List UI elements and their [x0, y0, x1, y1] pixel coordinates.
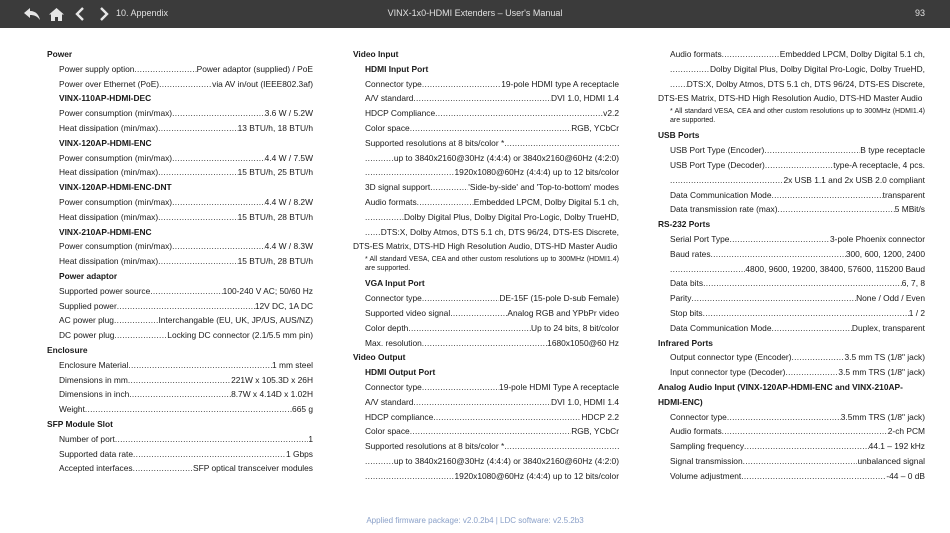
spec-value: 15 BTU/h, 25 BTU/h	[237, 167, 313, 178]
spec-row	[658, 321, 925, 336]
spec-value: 4.4 W / 7.5W	[264, 152, 313, 163]
spec-row	[353, 77, 619, 92]
spec-label: Connector type	[365, 78, 422, 89]
spec-row	[353, 121, 619, 136]
spec-label: Serial Port Type	[670, 233, 730, 244]
dot-leader	[413, 395, 551, 410]
spec-label: Parity	[670, 293, 692, 304]
spec-label: Heat dissipation (min/max)	[59, 122, 159, 133]
spec-value: 19-pole HDMI type A receptacle	[501, 78, 619, 89]
spec-value: Dolby Digital Plus, Dolby Digital Pro-Logic, Dolby TrueHD,	[709, 63, 925, 74]
spec-label: Dimensions in mm	[59, 374, 128, 385]
spec-value: 44.1 – 192 kHz	[868, 441, 925, 452]
dot-leader	[128, 358, 272, 373]
dot-leader	[741, 469, 886, 484]
dot-leader	[365, 165, 455, 180]
spec-label: Power consumption (min/max)	[59, 196, 173, 207]
subsection-heading: VINX-210AP-HDMI-ENC	[59, 226, 152, 237]
dot-leader	[114, 328, 167, 343]
spec-label: Signal transmission	[670, 455, 743, 466]
section-heading: USB Ports	[658, 130, 700, 141]
spec-value: 6, 7, 8	[901, 278, 925, 289]
spec-label: Power consumption (min/max)	[59, 241, 173, 252]
section-name: 10. Appendix	[116, 8, 169, 18]
spec-label: Weight	[59, 404, 85, 415]
spec-label: AC power plug	[59, 315, 114, 326]
dot-leader	[115, 432, 308, 447]
spec-label: Heat dissipation (min/max)	[59, 167, 159, 178]
spec-row	[353, 180, 619, 195]
spec-continuation-row	[658, 262, 925, 277]
spec-row	[47, 402, 313, 417]
spec-row	[353, 136, 619, 151]
dot-leader	[785, 365, 838, 380]
spec-value: 300, 600, 1200, 2400	[845, 248, 925, 259]
spec-value: 4800, 9600, 19200, 38400, 57600, 115200 Baud	[745, 263, 925, 274]
spec-label: Data Communication Mode	[670, 322, 772, 333]
spec-row	[353, 306, 619, 321]
spec-row	[658, 439, 925, 454]
spec-value: 19-pole HDMI Type A receptacle	[499, 381, 619, 392]
dot-leader	[159, 77, 212, 92]
spec-row	[47, 284, 313, 299]
dot-leader	[430, 180, 468, 195]
spec-label: USB Port Type (Encoder)	[670, 145, 765, 156]
spec-value: 3.5mm TRS (1/8" jack)	[840, 411, 925, 422]
spec-row	[658, 232, 925, 247]
section-heading: Analog Audio Input (VINX-120AP-HDMI-ENC and VINX-210AP-HDMI-ENC)	[658, 381, 903, 407]
spec-value: None / Odd / Even	[856, 293, 925, 304]
spec-value: Interchangable (EU, UK, JP/US, AUS/NZ)	[158, 315, 313, 326]
spec-value: up to 3840x2160@30Hz (4:4:4) or 3840x2160@60Hz (4:2:0)	[393, 455, 619, 466]
spec-value: up to 3840x2160@30Hz (4:4:4) or 3840x2160@60Hz (4:2:0)	[393, 152, 619, 163]
spec-value: 1920x1080@60Hz (4:4:4) up to 12 bits/color	[454, 167, 619, 178]
top-bar	[0, 0, 950, 28]
dot-leader	[422, 77, 501, 92]
spec-row	[47, 432, 313, 447]
dot-leader	[711, 247, 846, 262]
spec-value: 1680x1050@60 Hz	[547, 337, 619, 348]
spec-label: Data transmission rate (max)	[670, 204, 778, 215]
dot-leader	[129, 387, 231, 402]
dot-leader	[365, 151, 394, 166]
spec-row	[658, 424, 925, 439]
dot-leader	[365, 454, 394, 469]
spec-continuation-row	[658, 173, 925, 188]
page-number: 93	[914, 8, 925, 18]
spec-row	[47, 121, 313, 136]
spec-row	[353, 321, 619, 336]
spec-value: RGB, YCbCr	[571, 122, 619, 133]
dot-leader	[158, 210, 237, 225]
spec-label: Audio formats	[670, 49, 722, 59]
dot-leader	[158, 165, 237, 180]
section-heading: Video Input	[353, 49, 399, 59]
spec-value: 15 BTU/h, 28 BTU/h	[237, 211, 313, 222]
spec-value: 4.4 W / 8.3W	[264, 241, 313, 252]
footnote: * All standard VESA, CEA and other custom resolutions up to 300MHz (HDMI1.4) are supported.	[670, 108, 925, 124]
spec-continuation-row	[658, 77, 925, 92]
dot-leader	[691, 291, 856, 306]
spec-label: Supplied power	[59, 300, 117, 311]
spec-label: Data Communication Mode	[670, 189, 772, 200]
dot-leader	[703, 276, 902, 291]
spec-row	[47, 358, 313, 373]
spec-label: Color space	[365, 122, 410, 133]
dot-leader	[133, 447, 286, 462]
spec-value: 12V DC, 1A DC	[254, 300, 313, 311]
spec-row	[47, 239, 313, 254]
spec-row	[658, 365, 925, 380]
dot-leader	[744, 439, 869, 454]
spec-value: 13 BTU/h, 18 BTU/h	[237, 122, 313, 133]
spec-row	[658, 410, 925, 425]
spec-value: 15 BTU/h, 28 BTU/h	[237, 256, 313, 267]
spec-value: 1920x1080@60Hz (4:4:4) up to 12 bits/color	[454, 470, 619, 481]
spec-value: Power adaptor (supplied) / PoE	[196, 63, 313, 74]
section-heading: Video Output	[353, 352, 406, 363]
dot-leader	[727, 410, 841, 425]
subsection-heading: VINX-110AP-HDMI-DEC	[59, 93, 152, 104]
spec-value: Embedded LPCM, Dolby Digital 5.1 ch,	[779, 49, 925, 59]
dot-leader	[133, 461, 193, 476]
document-title: VINX-1x0-HDMI Extenders – User's Manual	[387, 8, 563, 18]
dot-leader	[114, 313, 159, 328]
dot-leader	[764, 143, 860, 158]
spec-row	[658, 276, 925, 291]
spec-label: Number of port	[59, 433, 115, 444]
spec-row	[47, 461, 313, 476]
spec-label: Stop bits	[670, 307, 703, 318]
spec-label: Color space	[365, 426, 410, 437]
spec-value: 2-ch PCM	[887, 426, 925, 437]
dot-leader	[128, 373, 231, 388]
spec-row	[47, 254, 313, 269]
dot-leader	[670, 262, 745, 277]
dot-leader	[670, 62, 710, 77]
section-heading: Enclosure	[47, 344, 88, 355]
spec-row	[658, 143, 925, 158]
spec-label: Baud rates	[670, 248, 711, 259]
section-heading: SFP Module Slot	[47, 418, 113, 429]
subsection-heading: VINX-120AP-HDMI-ENC-DNT	[59, 182, 172, 193]
spec-row	[47, 299, 313, 314]
dot-leader	[172, 239, 264, 254]
spec-value: DTS:X, Dolby Atmos, DTS 5.1 ch, DTS 96/24, DTS-ES Discrete,	[686, 78, 925, 89]
spec-value: 3.5 mm TRS (1/8" jack)	[838, 367, 925, 378]
spec-label: Supported resolutions at 8 bits/color *	[365, 137, 505, 148]
spec-label: USB Port Type (Decoder)	[670, 159, 765, 170]
spec-continuation-row	[353, 469, 619, 484]
spec-value: RGB, YCbCr	[571, 426, 619, 437]
spec-row	[658, 350, 925, 365]
spec-row	[353, 291, 619, 306]
spec-continuation-row	[353, 210, 619, 225]
spec-label: Volume adjustment	[670, 470, 742, 481]
spec-row	[658, 469, 925, 484]
spec-label: Supported data rate	[59, 448, 134, 459]
spec-value: 100-240 V AC; 50/60 Hz	[222, 285, 313, 296]
spec-label: 3D signal support	[365, 182, 431, 193]
spec-value: DVI 1.0, HDMI 1.4	[551, 93, 619, 104]
section-heading: Infrared Ports	[658, 337, 713, 348]
spec-label: Connector type	[670, 411, 727, 422]
dot-leader	[422, 336, 547, 351]
dot-leader	[85, 402, 292, 417]
spec-row	[47, 210, 313, 225]
dot-leader	[134, 62, 196, 77]
spec-row	[47, 151, 313, 166]
spec-label: A/V standard	[365, 93, 414, 104]
spec-value: 3.6 W / 5.2W	[264, 108, 313, 119]
spec-row	[47, 373, 313, 388]
spec-row	[658, 188, 925, 203]
dot-leader	[172, 151, 264, 166]
spec-continuation-row	[353, 151, 619, 166]
spec-value: Analog RGB and YPbPr video	[507, 307, 619, 318]
spec-row	[353, 395, 619, 410]
spec-row	[658, 202, 925, 217]
dot-leader	[504, 136, 619, 151]
dot-leader	[765, 158, 833, 173]
spec-value: 3.5 mm TS (1/8" jack)	[844, 352, 925, 363]
spec-value: Dolby Digital Plus, Dolby Digital Pro-Logic, Dolby TrueHD,	[403, 211, 619, 222]
spec-column-3	[658, 47, 925, 484]
dot-leader	[771, 188, 882, 203]
dot-leader	[408, 321, 531, 336]
subsection-heading: VGA Input Port	[365, 278, 425, 289]
spec-value: DVI 1.0, HDMI 1.4	[551, 396, 619, 407]
spec-row	[353, 91, 619, 106]
spec-row	[47, 165, 313, 180]
spec-row	[353, 439, 619, 454]
dot-leader	[771, 321, 851, 336]
spec-row	[658, 47, 925, 62]
spec-value: 1 Gbps	[285, 448, 313, 459]
spec-row	[47, 106, 313, 121]
dot-leader	[504, 439, 619, 454]
dot-leader	[158, 121, 237, 136]
spec-value: DE-15F (15-pole D-sub Female)	[499, 293, 619, 304]
spec-value: 8.7W x 4.14D x 1.02H	[231, 389, 313, 400]
section-heading: Power	[47, 49, 73, 59]
section-heading: RS-232 Ports	[658, 219, 711, 230]
dot-leader	[670, 77, 687, 92]
spec-label: Dimensions in inch	[59, 389, 130, 400]
spec-label: Data bits	[670, 278, 704, 289]
spec-row	[47, 313, 313, 328]
dot-leader	[743, 454, 858, 469]
spec-value: HDCP 2.2	[581, 411, 619, 422]
spec-value: Embedded LPCM, Dolby Digital 5.1 ch,	[473, 196, 619, 207]
spec-row	[658, 158, 925, 173]
spec-value: -44 – 0 dB	[886, 470, 925, 481]
spec-row	[47, 387, 313, 402]
dot-leader	[703, 306, 909, 321]
subsection-heading: Power adaptor	[59, 270, 118, 281]
spec-value: 2x USB 1.1 and 2x USB 2.0 compliant	[783, 174, 925, 185]
spec-row	[658, 454, 925, 469]
spec-row	[658, 291, 925, 306]
dot-leader	[670, 173, 783, 188]
spec-label: Power over Ethernet (PoE)	[59, 78, 160, 89]
spec-value: transparent	[882, 189, 925, 200]
dot-leader	[729, 232, 830, 247]
spec-value: 1 mm steel	[272, 359, 313, 370]
spec-label: Connector type	[365, 381, 422, 392]
dot-leader	[158, 254, 237, 269]
spec-label: Output connector type (Encoder)	[670, 352, 792, 363]
spec-row	[47, 328, 313, 343]
spec-column-2	[353, 47, 619, 484]
dot-leader	[722, 47, 780, 62]
spec-value: v2.2	[603, 108, 619, 119]
spec-value: 3-pole Phoenix connector	[830, 233, 925, 244]
spec-row	[47, 77, 313, 92]
spec-row	[47, 447, 313, 462]
spec-label: Connector type	[365, 293, 422, 304]
spec-continuation-row	[353, 165, 619, 180]
dot-leader	[172, 106, 264, 121]
spec-label: A/V standard	[365, 396, 414, 407]
spec-value: 5 MBit/s	[894, 204, 925, 215]
dot-leader	[365, 210, 404, 225]
spec-row	[353, 380, 619, 395]
spec-value: 1 / 2	[908, 307, 925, 318]
spec-label: Audio formats	[670, 426, 722, 437]
spec-value: 'Side-by-side' and 'Top-to-bottom' modes	[468, 182, 619, 193]
spec-value: via AV in/out (IEEE802.3af)	[212, 78, 313, 89]
dot-leader	[422, 380, 499, 395]
spec-label: Max. resolution	[365, 337, 422, 348]
spec-text-line: DTS-ES Matrix, DTS-HD High Resolution Audio, DTS-HD Master Audio	[353, 241, 618, 252]
dot-leader	[417, 195, 474, 210]
dot-leader	[778, 202, 895, 217]
spec-label: DC power plug	[59, 330, 115, 341]
spec-continuation-row	[353, 454, 619, 469]
dot-leader	[172, 195, 264, 210]
dot-leader	[722, 424, 888, 439]
footer-version-info: Applied firmware package: v2.0.2b4 | LDC software: v2.5.2b3	[366, 516, 584, 525]
spec-value: B type receptacle	[860, 145, 925, 156]
spec-value: Up to 24 bits, 8 bit/color	[531, 322, 619, 333]
spec-value: 4.4 W / 8.2W	[264, 196, 313, 207]
spec-label: Heat dissipation (min/max)	[59, 256, 159, 267]
spec-label: Audio formats	[365, 196, 417, 207]
spec-label: Color depth	[365, 322, 409, 333]
spec-value: unbalanced signal	[857, 455, 925, 466]
spec-label: Power consumption (min/max)	[59, 152, 173, 163]
spec-text-line: DTS-ES Matrix, DTS-HD High Resolution Audio, DTS-HD Master Audio	[658, 93, 923, 104]
spec-row	[353, 195, 619, 210]
dot-leader	[117, 299, 255, 314]
spec-label: Enclosure Material	[59, 359, 129, 370]
spec-column-1	[47, 47, 313, 476]
dot-leader	[433, 410, 581, 425]
spec-label: Supported power source	[59, 285, 151, 296]
spec-row	[353, 106, 619, 121]
spec-row	[47, 62, 313, 77]
dot-leader	[792, 350, 845, 365]
spec-value: Duplex, transparent	[851, 322, 925, 333]
dot-leader	[365, 225, 381, 240]
spec-label: Input connector type (Decoder)	[670, 367, 786, 378]
dot-leader	[410, 424, 572, 439]
spec-label: Supported video signal	[365, 307, 451, 318]
dot-leader	[413, 91, 551, 106]
spec-label: Sampling frequency	[670, 441, 745, 452]
spec-value: type-A receptacle, 4 pcs.	[833, 159, 925, 170]
spec-label: Power supply option	[59, 63, 135, 74]
spec-value: SFP optical transceiver modules	[193, 463, 313, 474]
spec-value: Locking DC connector (2.1/5.5 mm pin)	[167, 330, 313, 341]
dot-leader	[150, 284, 222, 299]
spec-continuation-row	[658, 62, 925, 77]
spec-label: Power consumption (min/max)	[59, 108, 173, 119]
spec-row	[658, 247, 925, 262]
subsection-heading: HDMI Input Port	[365, 63, 429, 74]
dot-leader	[435, 106, 603, 121]
spec-row	[353, 410, 619, 425]
spec-label: Supported resolutions at 8 bits/color *	[365, 441, 505, 452]
spec-value: 221W x 105.3D x 26H	[231, 374, 313, 385]
dot-leader	[410, 121, 572, 136]
spec-row	[47, 195, 313, 210]
spec-value: DTS:X, Dolby Atmos, DTS 5.1 ch, DTS 96/24, DTS-ES Discrete,	[380, 226, 619, 237]
spec-label: HDCP compliance	[365, 411, 434, 422]
spec-label: Accepted interfaces	[59, 463, 133, 474]
subsection-heading: VINX-120AP-HDMI-ENC	[59, 137, 152, 148]
spec-value: 665 g	[292, 404, 313, 415]
spec-row	[353, 424, 619, 439]
dot-leader	[422, 291, 500, 306]
footnote: * All standard VESA, CEA and other custom resolutions up to 300MHz (HDMI1.4) are supported.	[365, 256, 619, 272]
spec-value: 1	[308, 433, 313, 444]
subsection-heading: HDMI Output Port	[365, 367, 436, 378]
spec-label: HDCP Compliance	[365, 108, 436, 119]
spec-continuation-row	[353, 225, 619, 240]
spec-row	[658, 306, 925, 321]
spec-label: Heat dissipation (min/max)	[59, 211, 159, 222]
dot-leader	[365, 469, 455, 484]
spec-row	[353, 336, 619, 351]
dot-leader	[450, 306, 507, 321]
